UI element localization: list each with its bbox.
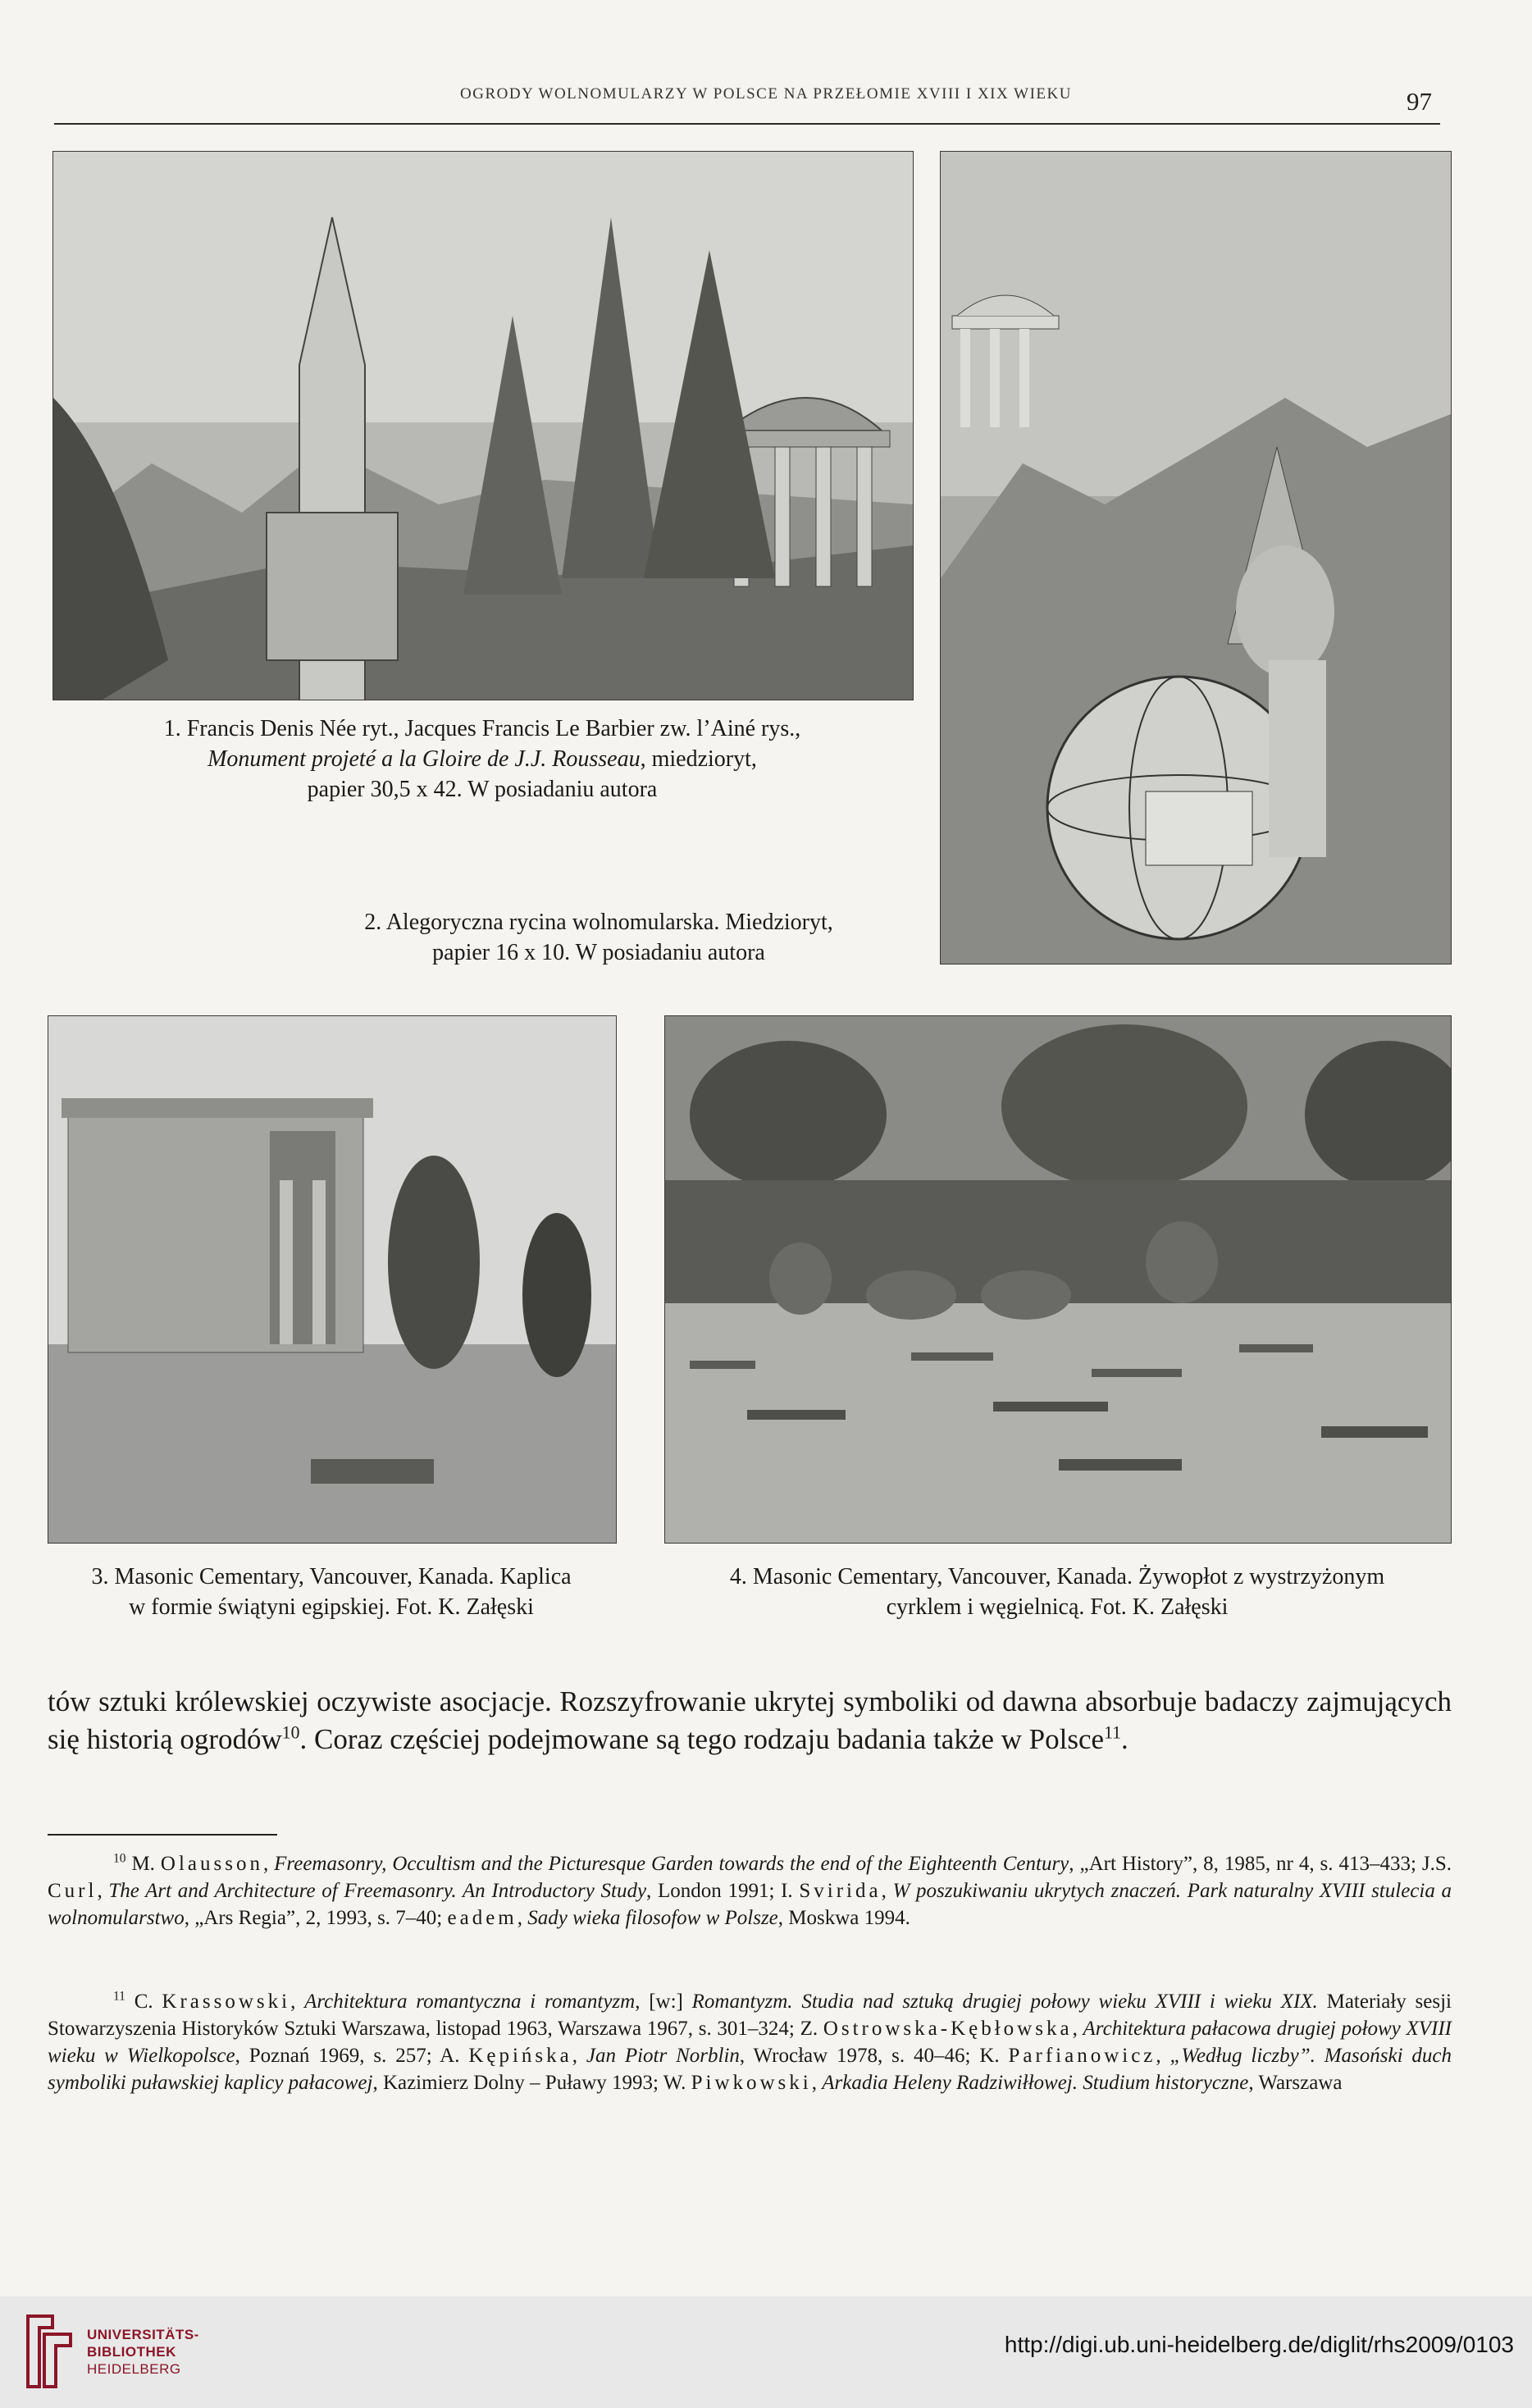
figure-1-engraving (52, 151, 914, 700)
digital-library-url[interactable]: http://digi.ub.uni-heidelberg.de/diglit/rhs2009/0103 (1004, 2332, 1514, 2357)
fn11-title-5: „Według liczby”. Masoński duch symboliki puławskiej kaplicy pałacowej (48, 2045, 1452, 2094)
figure-1-caption-line-1: 1. Francis Denis Née ryt., Jacques Francis Le Barbier zw. l’Ainé rys., (163, 716, 801, 741)
fn11-title-4: Jan Piotr Norblin (586, 2045, 740, 2067)
figure-4-caption-line-1: 4. Masonic Cementary, Vancouver, Kanada. Żywopłot z wystrzyżonym (729, 1564, 1385, 1589)
figure-1-title: Monument projeté a la Gloire de J.J. Rousseau (207, 746, 641, 772)
figure-2-caption (271, 907, 927, 968)
fn10-author-curl: Curl (48, 1880, 98, 1902)
fn11-text: , (1072, 2018, 1083, 2040)
library-name-line-1: UNIVERSITÄTS- (87, 2327, 199, 2342)
figure-2-caption-line-2: papier 16 x 10. W posiadaniu autora (432, 940, 765, 965)
fn11-author-krassowski: Krassowski (162, 1991, 291, 2013)
fn11-text: , (811, 2072, 823, 2094)
footnote-rule (48, 1834, 277, 1836)
fn11-title-6: Arkadia Heleny Radziwiłłowej. Studium historyczne (822, 2072, 1249, 2094)
library-name-line-3: HEIDELBERG (87, 2361, 181, 2377)
figure-1-caption-line-3: papier 30,5 x 42. W posiadaniu autora (307, 777, 658, 802)
fn11-text: C. (125, 1991, 162, 2013)
fn10-title-4: Sady wieka filosofow w Polsze (527, 1907, 778, 1929)
fn10-title-3: W poszukiwaniu ukrytych znaczeń. Park naturalny XVIII stulecia a wolnomularstwo (48, 1880, 1452, 1929)
footnote-10 (48, 1850, 1452, 1931)
fn11-text: Materiały sesji Stowarzyszenia Historyków Sztuki Warszawa, listopad 1963, Warszawa 1967, s. 301–324; Z. (48, 1991, 1452, 2040)
fn11-title-3: Architektura pałacowa drugiej połowy XVIII wieku w Wielkopolsce (48, 2018, 1452, 2067)
figure-3-caption-line-1: 3. Masonic Cementary, Vancouver, Kanada. Kaplica (91, 1564, 572, 1589)
fn11-title-2: Romantyzm. Studia nad sztuką drugiej połowy wieku XVIII i wieku XIX. (691, 1991, 1318, 2013)
library-name-line-2: BIBLIOTHEK (87, 2344, 176, 2360)
figure-3-caption-line-2: w formie świątyni egipskiej. Fot. K. Załęski (129, 1594, 534, 1620)
fn11-author-kepinska: Kępińska (468, 2045, 572, 2067)
fn11-text: , (572, 2045, 586, 2067)
figure-4-caption (656, 1562, 1458, 1622)
body-paragraph (48, 1683, 1452, 1758)
body-text-3: . (1120, 1723, 1128, 1755)
figure-3-caption (33, 1562, 630, 1622)
fn11-text: , Kazimierz Dolny – Puławy 1993; W. (372, 2072, 691, 2094)
fn10-text: , (517, 1907, 528, 1929)
figure-1-caption-line-2 (52, 744, 912, 774)
fn10-text: , „Art History”, 8, 1985, nr 4, s. 413–433; J.S. (1069, 1853, 1452, 1875)
fn10-text: , Moskwa 1994. (777, 1907, 910, 1929)
body-text-1: tów sztuki królewskiej oczywiste asocjacje. Rozszyfrowanie ukrytej symboliki od dawna absorbuje badaczy zajmujących się historią ogrodów (48, 1685, 1452, 1755)
figure-2-caption-line-1: 2. Alegoryczna rycina wolnomularska. Miedzioryt, (364, 910, 833, 935)
fn10-title-1: Freemasonry, Occultism and the Picturesque Garden towards the end of the Eighteenth Century (274, 1853, 1069, 1875)
fn10-author-eadem: eadem (447, 1907, 518, 1929)
university-library-logo-icon (20, 2311, 79, 2392)
fn10-author-svirida: Svirida (799, 1880, 882, 1902)
body-text-2: . Coraz częściej podejmowane są tego rodzaju badania także w Polsce (299, 1723, 1105, 1755)
running-title: OGRODY WOLNOMULARZY W POLSCE NA PRZEŁOMIE XVIII I XIX WIEKU (460, 85, 1072, 103)
fn11-text: , (1156, 2045, 1170, 2067)
library-name (87, 2326, 199, 2378)
fn11-author-piwkowski: Piwkowski (691, 2072, 812, 2094)
page-number: 97 (1407, 87, 1432, 116)
fn10-text: M. (125, 1853, 161, 1875)
fn11-title-1: Architektura romantyczna i romantyzm (304, 1991, 636, 2013)
footnote-ref-10[interactable]: 10 (281, 1722, 300, 1743)
footnote-11-number: 11 (113, 1989, 125, 2004)
fn11-text: , [w:] (635, 1991, 692, 2013)
fn10-text: , „Ars Regia”, 2, 1993, s. 7–40; (184, 1907, 448, 1929)
fn11-author-parfianowicz: Parfianowicz (1008, 2045, 1156, 2067)
figure-1-caption (52, 714, 912, 805)
footnote-11 (48, 1988, 1452, 2096)
figure-4-caption-line-2: cyrklem i węgielnicą. Fot. K. Załęski (886, 1594, 1229, 1620)
fn11-author-ostrowska: Ostrowska-Kębłowska (823, 2018, 1073, 2040)
fn10-author-olausson: Olausson (160, 1853, 263, 1875)
fn10-text: , (97, 1880, 109, 1902)
fn11-text: , Wrocław 1978, s. 40–46; K. (739, 2045, 1009, 2067)
footnote-10-number: 10 (113, 1851, 126, 1866)
fn10-title-2: The Art and Architecture of Freemasonry. An Introductory Study (108, 1880, 647, 1902)
fn10-text: , (262, 1853, 275, 1875)
footnote-ref-11[interactable]: 11 (1104, 1722, 1121, 1743)
figure-3-photo (48, 1015, 617, 1544)
header-rule (54, 123, 1440, 125)
figure-2-engraving (940, 151, 1452, 965)
fn11-text: , Warszawa (1248, 2072, 1343, 2094)
fn10-text: , (881, 1880, 893, 1902)
fn11-text: , (290, 1991, 305, 2013)
figure-4-photo (664, 1015, 1452, 1544)
figure-1-medium: , miedzioryt, (640, 746, 757, 772)
fn10-text: , London 1991; I. (646, 1880, 800, 1902)
fn11-text: , Poznań 1969, s. 257; A. (235, 2045, 469, 2067)
